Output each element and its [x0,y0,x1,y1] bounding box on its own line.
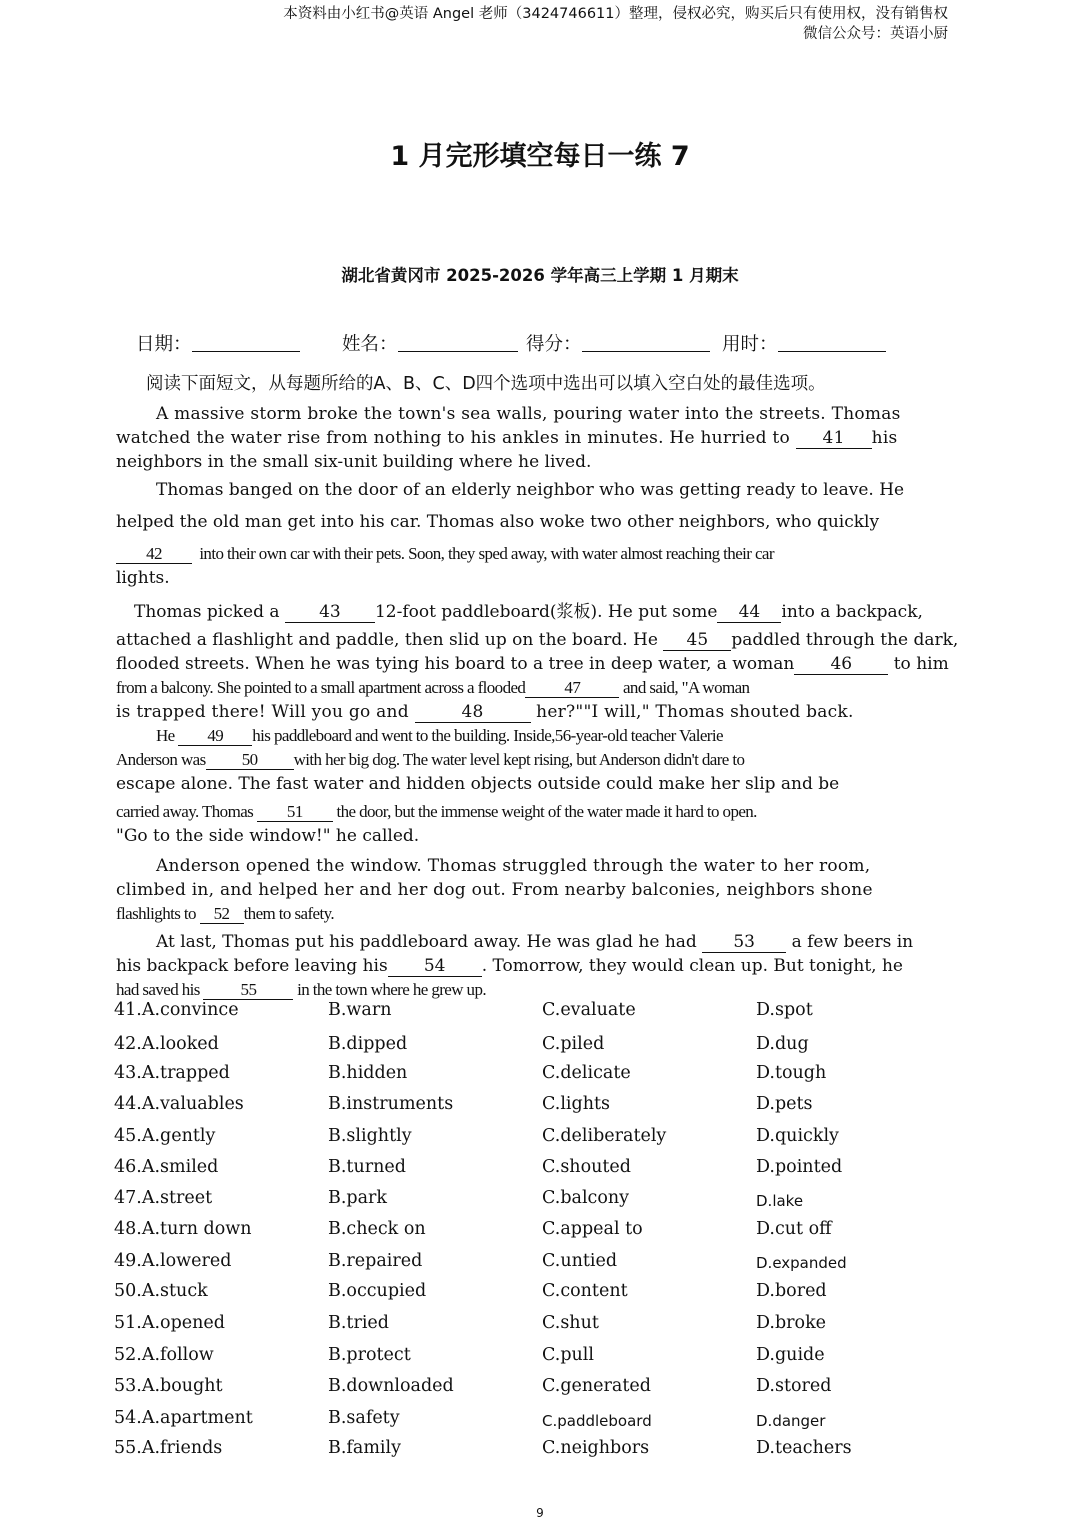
blank-43[interactable]: 43 [285,603,375,623]
option-b[interactable]: B.park [328,1188,388,1208]
option-row [114,1063,974,1091]
option-d[interactable]: D.teachers [756,1438,852,1458]
name-label: 姓名： [342,334,398,355]
date-blank[interactable] [192,332,300,352]
option-row [114,1313,974,1341]
passage-line: Anderson opened the window. Thomas struggled through the water to her room, [156,856,871,876]
blank-54[interactable]: 54 [388,957,482,977]
option-c[interactable]: C.shouted [542,1157,631,1177]
passage-text: . Tomorrow, they would clean up. But tonight, he [481,956,903,976]
passage-text: He [156,726,175,745]
blank-51[interactable]: 51 [257,802,333,822]
passage-line [116,652,956,676]
passage-text: her?""I will," Thomas shouted back. [536,702,854,722]
paragraph-5 [116,854,956,926]
paragraph-2 [116,478,956,590]
option-a[interactable]: 50.A.stuck [114,1281,208,1301]
option-a[interactable]: 54.A.apartment [114,1408,253,1428]
option-b[interactable]: B.instruments [328,1094,454,1114]
passage-text: carried away. Thomas [116,802,254,821]
option-d[interactable]: D.expanded [756,1254,847,1272]
option-row [114,1345,974,1373]
passage-line [116,628,959,652]
passage-text: 12-foot paddleboard(浆板). He put some [374,602,718,622]
option-b[interactable]: B.warn [328,1000,392,1020]
option-c[interactable]: C.neighbors [542,1438,650,1458]
option-c[interactable]: C.lights [542,1094,611,1114]
passage-text: from a balcony. She pointed to a small apartment across a flooded [116,678,526,697]
paragraph-6 [116,930,956,1002]
option-row [114,1219,974,1247]
paragraph-4 [116,724,956,848]
option-a[interactable]: 42.A.looked [114,1034,219,1054]
option-a[interactable]: 41.A.convince [114,1000,239,1020]
option-b[interactable]: B.protect [328,1345,411,1365]
score-field [526,330,710,356]
passage-text: is trapped there! Will you go and [116,702,409,722]
option-d[interactable]: D.tough [756,1063,827,1083]
option-b[interactable]: B.downloaded [328,1376,454,1396]
passage-text: Thomas picked a [134,602,280,622]
name-blank[interactable] [398,332,518,352]
option-a[interactable]: 53.A.bought [114,1376,223,1396]
passage-line: neighbors in the small six-unit building where he lived. [116,452,592,472]
option-d[interactable]: D.broke [756,1313,827,1333]
option-d[interactable]: D.spot [756,1000,813,1020]
passage-line [116,954,956,978]
time-label: 用时： [722,334,778,355]
option-row [114,1126,974,1154]
passage-line: "Go to the side window!" he called. [116,826,420,846]
option-row [114,1094,974,1122]
option-row [114,1251,974,1279]
blank-44[interactable]: 44 [717,603,781,623]
passage-line: Thomas banged on the door of an elderly neighbor who was getting ready to leave. He [156,480,905,500]
option-d[interactable]: D.stored [756,1376,832,1396]
passage-text: had saved his [116,980,200,999]
copyright-line: 本资料由小红书@英语 Angel 老师（3424746611）整理，侵权必究，购买后只有使用权，没有销售权 [283,6,948,22]
passage-text: to him [893,654,949,674]
option-row [114,1157,974,1185]
option-c[interactable]: C.piled [542,1034,605,1054]
option-a[interactable]: 49.A.lowered [114,1251,232,1271]
option-c[interactable]: C.paddleboard [542,1412,652,1430]
option-d[interactable]: D.quickly [756,1126,839,1146]
copyright-header [283,4,948,44]
wechat-line: 微信公众号：英语小厨 [803,26,948,42]
passage-text: and said, "A woman [622,678,750,697]
option-b[interactable]: B.tried [328,1313,389,1333]
passage-line [116,902,956,926]
option-b[interactable]: B.slightly [328,1126,412,1146]
option-b[interactable]: B.hidden [328,1063,408,1083]
option-d[interactable]: D.danger [756,1412,826,1430]
option-c[interactable]: C.generated [542,1376,651,1396]
passage-line [116,600,956,624]
blank-45[interactable]: 45 [663,631,731,651]
passage-text: the door, but the immense weight of the water made it hard to open. [336,802,757,821]
blank-53[interactable]: 53 [702,933,786,953]
page-title: 1 月完形填空每日一练 7 [390,141,690,172]
option-c[interactable]: C.pull [542,1345,594,1365]
passage-line [116,542,956,566]
date-label: 日期： [136,334,192,355]
blank-46[interactable]: 46 [794,655,888,675]
passage-text: paddled through the dark, [731,630,959,650]
option-row [114,1408,974,1436]
passage-text: his [871,428,898,448]
time-blank[interactable] [778,332,886,352]
passage-text: Anderson was [116,750,206,769]
passage-line [116,930,956,954]
option-a[interactable]: 43.A.trapped [114,1063,230,1083]
passage-line [116,676,956,700]
blank-47[interactable]: 47 [525,678,619,698]
blank-52[interactable]: 52 [200,904,244,924]
passage-line [116,978,956,1002]
option-d[interactable]: D.dug [756,1034,809,1054]
paragraph-3 [116,600,959,724]
passage-line: escape alone. The fast water and hidden objects outside could make her slip and be [116,774,840,794]
passage-line [116,700,956,724]
date-field [136,330,300,356]
option-d[interactable]: D.lake [756,1192,804,1210]
option-a[interactable]: 52.A.follow [114,1345,214,1365]
option-a[interactable]: 51.A.opened [114,1313,225,1333]
passage-line: A massive storm broke the town's sea walls, pouring water into the streets. Thomas [156,404,901,424]
passage-text: his backpack before leaving his [116,956,388,976]
passage-text: watched the water rise from nothing to his ankles in minutes. He hurried to [116,428,790,448]
passage-text: into their own car with their pets. Soon, they sped away, with water almost reaching their car [199,544,774,563]
passage-line: climbed in, and helped her and her dog out. From nearby balconies, neighbors shone [116,880,873,900]
option-b[interactable]: B.repaired [328,1251,423,1271]
option-b[interactable]: B.check on [328,1219,426,1239]
option-b[interactable]: B.family [328,1438,402,1458]
option-row [114,1438,974,1466]
exam-source: 湖北省黄冈市 2025-2026 学年高三上学期 1 月期末 [341,266,739,285]
option-c[interactable]: C.shut [542,1313,599,1333]
option-d[interactable]: D.bored [756,1281,827,1301]
option-d[interactable]: D.pets [756,1094,813,1114]
blank-55[interactable]: 55 [203,980,293,1000]
option-c[interactable]: C.content [542,1281,628,1301]
page-number: 9 [536,1506,544,1520]
passage-text: At last, Thomas put his paddleboard away. He was glad he had [156,932,697,952]
passage-text: in the town where he grew up. [297,980,487,999]
passage-line [116,426,956,450]
option-a[interactable]: 47.A.street [114,1188,213,1208]
option-row [114,1188,974,1216]
blank-50[interactable]: 50 [206,750,294,770]
option-c[interactable]: C.appeal to [542,1219,643,1239]
option-c[interactable]: C.evaluate [542,1000,636,1020]
passage-text: attached a flashlight and paddle, then slid up on the board. He [116,630,658,650]
passage-text: with her big dog. The water level kept rising, but Anderson didn't dare to [293,750,745,769]
blank-48[interactable]: 48 [415,703,531,723]
passage-text: them to safety. [243,904,335,923]
passage-line [116,800,956,824]
option-c[interactable]: C.deliberately [542,1126,667,1146]
option-row [114,1376,974,1404]
option-a[interactable]: 46.A.smiled [114,1157,219,1177]
option-c[interactable]: C.balcony [542,1188,630,1208]
instructions: 阅读下面短文，从每题所给的A、B、C、D四个选项中选出可以填入空白处的最佳选项。 [146,374,826,394]
option-a[interactable]: 48.A.turn down [114,1219,252,1239]
blank-42[interactable]: 42 [116,544,192,564]
option-c[interactable]: C.delicate [542,1063,631,1083]
option-row [114,1034,974,1062]
option-b[interactable]: B.dipped [328,1034,408,1054]
option-a[interactable]: 44.A.valuables [114,1094,244,1114]
passage-text: into a backpack, [781,602,923,622]
option-row [114,1281,974,1309]
option-d[interactable]: D.pointed [756,1157,843,1177]
option-c[interactable]: C.untied [542,1251,618,1271]
passage-text: flooded streets. When he was tying his board to a tree in deep water, a woman [116,654,795,674]
option-b[interactable]: B.turned [328,1157,406,1177]
time-field [722,330,886,356]
cloze-passage [116,402,959,1002]
option-d[interactable]: D.guide [756,1345,825,1365]
option-a[interactable]: 45.A.gently [114,1126,216,1146]
passage-text: a few beers in [791,932,914,952]
option-row [114,1000,974,1028]
option-d[interactable]: D.cut off [756,1219,832,1239]
passage-text: his paddleboard and went to the building. Inside,56-year-old teacher Valerie [252,726,723,745]
passage-line [116,748,956,772]
name-field [342,330,518,356]
score-blank[interactable] [582,332,710,352]
option-b[interactable]: B.safety [328,1408,400,1428]
blank-41[interactable]: 41 [796,429,872,449]
passage-line [116,724,956,748]
passage-line: lights. [116,568,170,588]
option-b[interactable]: B.occupied [328,1281,427,1301]
paragraph-1 [116,402,956,474]
blank-49[interactable]: 49 [178,726,252,746]
passage-text: flashlights to [116,904,196,923]
score-label: 得分： [526,334,582,355]
option-a[interactable]: 55.A.friends [114,1438,223,1458]
passage-line: helped the old man get into his car. Thomas also woke two other neighbors, who quickly [116,512,880,532]
